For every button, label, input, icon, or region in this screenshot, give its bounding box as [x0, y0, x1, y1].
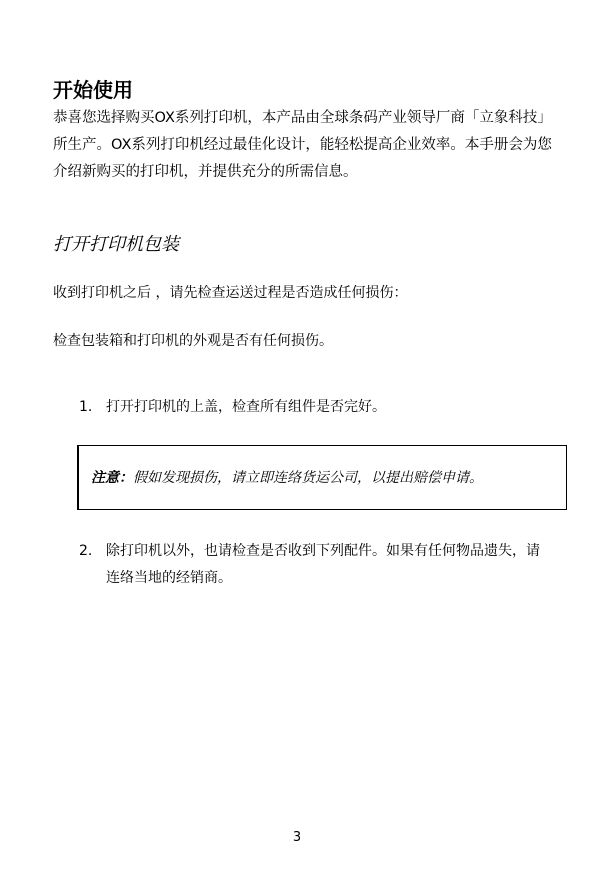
list-item-number: 1. — [79, 399, 93, 415]
intro-paragraph: 恭喜您选择购买OX系列打印机，本产品由全球条码产业领导厂商「立象科技」所生产。OX系列打印机经过最佳化设计，能轻松提高企业效率。本手册会为您介绍新购买的打印机，并提供充分的所需信息。 — [53, 110, 552, 180]
note-box — [77, 445, 567, 510]
list-item-number: 2. — [79, 543, 93, 559]
list-item — [79, 538, 549, 592]
page-heading: 开始使用 — [53, 78, 133, 102]
inspection-intro-paragraph: 收到打印机之后 ，请先检查运送过程是否造成任何损伤： — [53, 285, 408, 301]
page-number: 3 — [292, 830, 302, 845]
list-item — [79, 394, 539, 421]
note-body: 假如发现损伤，请立即连络货运公司，以提出赔偿申请。 — [133, 470, 483, 486]
inspection-check-paragraph: 检查包装箱和打印机的外观是否有任何损伤。 — [53, 333, 333, 349]
note-text — [91, 468, 483, 488]
note-label: 注意： — [91, 470, 133, 486]
list-item-text: 打开打印机的上盖，检查所有组件是否完好。 — [106, 399, 386, 415]
list-item-text: 除打印机以外，也请检查是否收到下列配件。如果有任何物品遗失，请连络当地的经销商。 — [106, 543, 540, 586]
section-title: 打开打印机包装 — [53, 234, 179, 255]
